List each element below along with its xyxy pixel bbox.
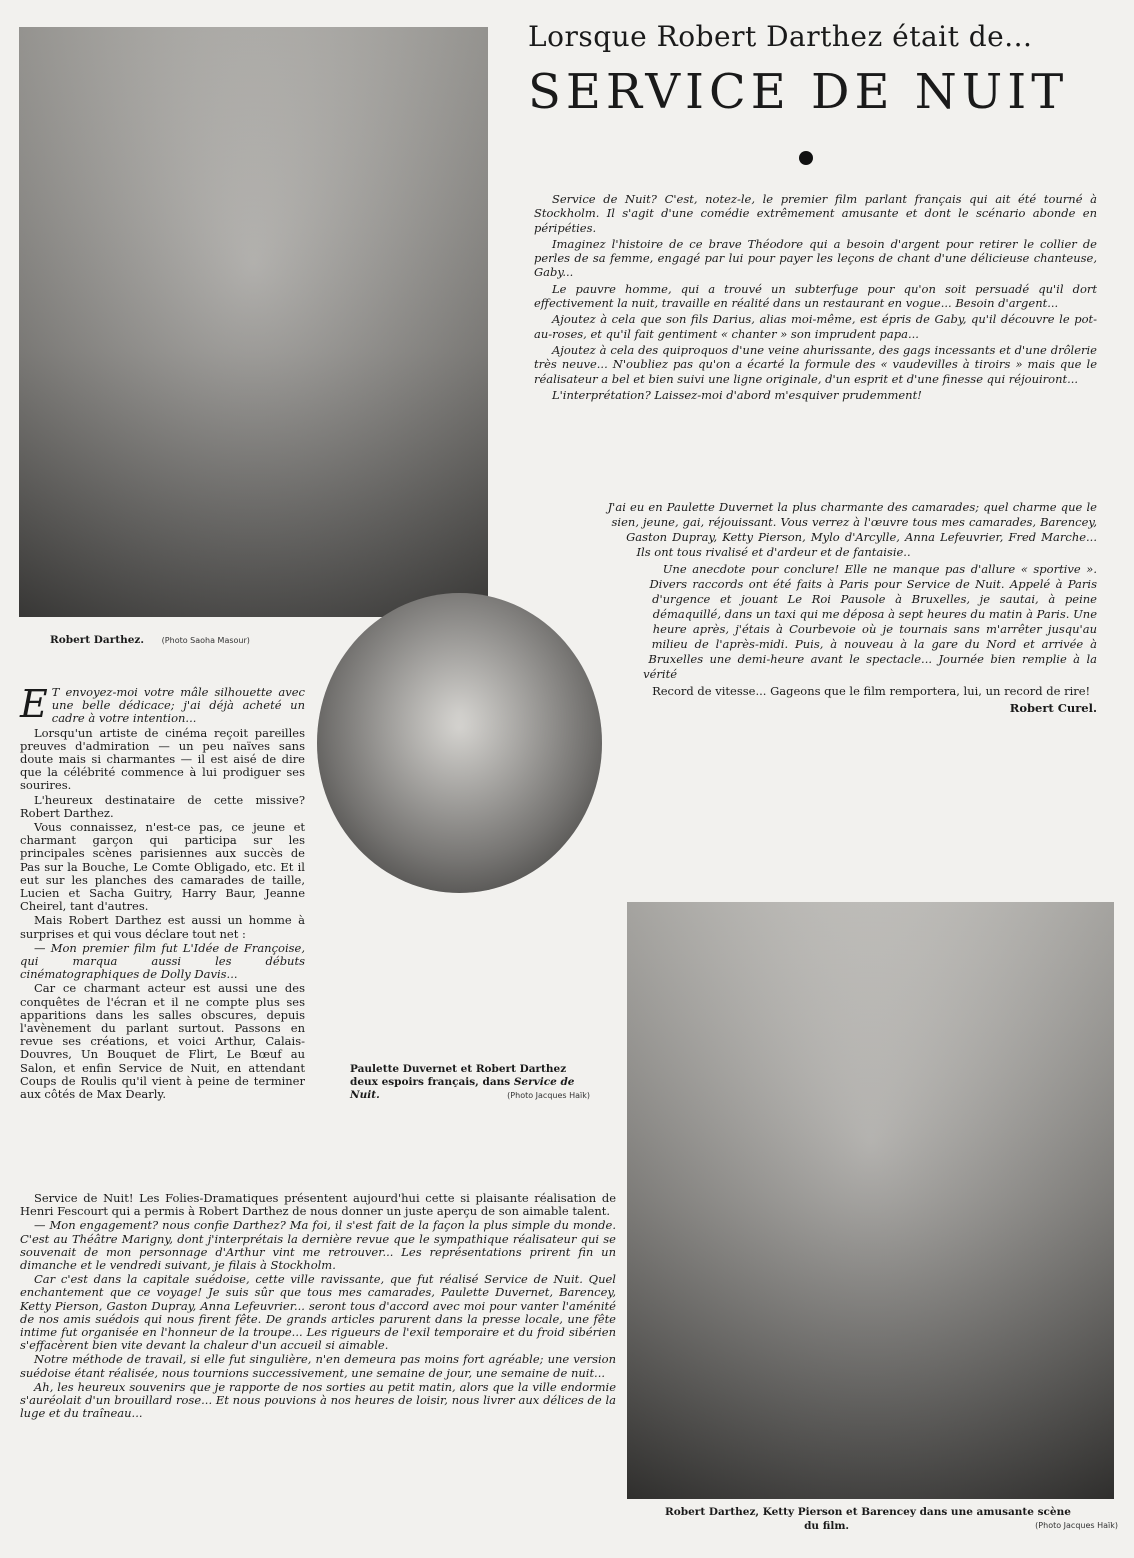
left-paragraph: Vous connaissez, n'est-ce pas, ce jeune et charmant garçon qui participa sur les principales scènes parisiennes aux succès de Pas sur la Bouche, Le Comte Obligado, etc. Et il eut sur les planches des camarades de taille, Lucien et Sacha Guitry, Harry Baur, Jeanne Cheirel, tant d'autres. bbox=[20, 820, 305, 914]
scene-photo-group bbox=[627, 902, 1114, 1499]
left-column-lower bbox=[20, 1192, 616, 1421]
right-paragraph: L'interprétation? Laissez-moi d'abord m'esquiver prudemment! bbox=[552, 387, 922, 402]
portrait-caption-name: Robert Darthez. bbox=[50, 634, 145, 646]
bullet-dot bbox=[799, 151, 813, 165]
right-paragraph: Ajoutez à cela des quiproquos d'une veine ahurissante, des gags incessants et d'une drôlerie très neuve... N'oubliez pas qu'on a écarté la formule des « vaudevilles à tiroirs » mais que le réalisateur a bel et bien suivi une ligne originale, d'un esprit et d'une finesse qui réjouiront... bbox=[534, 342, 1097, 386]
signature: Robert Curel. bbox=[1009, 701, 1097, 715]
right-paragraph: Ajoutez à cela que son fils Darius, alias moi-même, est épris de Gaby, qu'il découvre le pot-au-roses, et qu'il fait gentiment « chanter » son imprudent papa... bbox=[534, 312, 1097, 341]
left-paragraph: L'heureux destinataire de cette missive? Robert Darthez. bbox=[20, 792, 305, 820]
scene2-caption-text: du film. bbox=[804, 1520, 850, 1532]
left-paragraph: Lorsqu'un artiste de cinéma reçoit pareilles preuves d'admiration — un peu naïves sans doute mais si charmantes — il est aisé de dire que la célébrité commence à lui prodiguer ses sourires. bbox=[20, 725, 305, 793]
scene1-caption-credit: (Photo Jacques Haïk) bbox=[507, 1091, 590, 1100]
scene2-caption-text: Robert Darthez, Ketty Pierson et Barencey dans une amusante scène bbox=[665, 1506, 1071, 1518]
right-paragraph: J'ai eu en Paulette Duvernet la plus charmante des camarades; quel charme que le sien, jeune, gai, réjouissant. Vous verrez à l'œuvre tous mes camarades, Barencey, Gaston Dupray, Ketty Pierson, Mylo d'Arcylle, Anna Lefeuvrier, Fred Marche... Ils ont tous rivalisé et d'ardeur et de fantaisie.. bbox=[607, 500, 1097, 559]
scene1-caption-title: Service de Nuit. bbox=[350, 1076, 575, 1101]
scene2-caption-credit: (Photo Jacques Haïk) bbox=[1035, 1521, 1118, 1530]
portrait-caption-credit: (Photo Saoha Masour) bbox=[161, 636, 250, 645]
left-paragraph: — Mon premier film fut L'Idée de Françoise, qui marqua aussi les débuts cinématographiques de Dolly Davis... bbox=[20, 940, 305, 982]
drop-cap: E bbox=[20, 682, 48, 726]
left-paragraph: Ah, les heureux souvenirs que je rapporte de nos sorties au petit matin, alors que la ville endormie s'auréolait d'un brouillard rose... Et nous pouvions à nos heures de loisir, nous livrer aux délices de la luge et du traîneau... bbox=[20, 1379, 616, 1421]
left-paragraph: Notre méthode de travail, si elle fut singulière, n'en demeura pas moins fort agréable; une version suédoise étant réalisée, nous tournions successivement, une semaine de jour, une semaine de nuit... bbox=[20, 1352, 616, 1380]
scene1-caption-text: Paulette Duvernet et Robert Darthez bbox=[350, 1063, 567, 1075]
left-paragraph: Car c'est dans la capitale suédoise, cette ville ravissante, que fut réalisé Service de Nuit. Quel enchantement que ce voyage! Je suis sûr que tous mes camarades, Paulette Duvernet, Barencey, Ketty Pierson, Gaston Dupray, Anna Lefeuvrier... seront tous d'accord avec moi pour vanter l'aménité de nos amis suédois qui nous firent fête. De grands articles parurent dans la presse locale, une fête intime fut organisée en l'honneur de la troupe... Les rigueurs de l'exil temporaire et du froid sibérien s'effacèrent bien vite devant la chaleur d'un accueil si aimable. bbox=[20, 1272, 616, 1353]
right-paragraph: Une anecdote pour conclure! Elle ne manque pas d'allure « sportive ». Divers raccords ont été faits à Paris pour Service de Nuit. Appelé à Paris d'urgence et jouant Le Roi Pausole à Bruxelles, je sautai, à peine démaquillé, dans un taxi qui me déposa à sept heures du matin à Paris. Une heure après, j'étais à Courbevoie où je tournais sans m'arrêter jusqu'au milieu de l'après-midi. Puis, à nouveau à la gare du Nord et arrivée à Bruxelles une demi-heure avant le spectacle... Journée bien remplie à la vérité bbox=[643, 562, 1097, 681]
left-paragraph: Mais Robert Darthez est aussi un homme à surprises et qui vous déclare tout net : bbox=[20, 913, 305, 941]
left-paragraph: — Mon engagement? nous confie Darthez? Ma foi, il s'est fait de la façon la plus simple du monde. C'est au Théâtre Marigny, dont j'interprétais la dernière revue que le sympathique réalisateur qui se souvenait de mon personnage d'Arthur vint me retrouver... Les représentations prirent fin un dimanche et le vendredi suivant, je filais à Stockholm. bbox=[20, 1218, 616, 1273]
right-paragraph: Record de vitesse... Gageons que le film remportera, lui, un record de rire! bbox=[652, 684, 1091, 698]
right-paragraph: Service de Nuit? C'est, notez-le, le premier film parlant français qui ait été tourné à Stockholm. Il s'agit d'une comédie extrêmement amusante et dont le scénario abonde en péripéties. bbox=[534, 192, 1097, 235]
right-paragraph: Imaginez l'histoire de ce brave Théodore qui a besoin d'argent pour retirer le collier de perles de sa femme, engagé par lui pour payer les leçons de chant d'une délicieuse chanteuse, Gaby... bbox=[534, 236, 1097, 280]
left-column-upper bbox=[20, 682, 305, 1102]
scene2-caption bbox=[618, 1505, 1118, 1533]
right-column-mid bbox=[534, 500, 1097, 716]
portrait-photo bbox=[19, 27, 488, 617]
left-paragraph: Car ce charmant acteur est aussi une des conquêtes de l'écran et il ne compte plus ses apparitions dans les salles obscures, depuis l'avènement du parlant surtout. Passons en revue ses créations, et voici Arthur, Calais-Douvres, Un Bouquet de Flirt, Le Bœuf au Salon, et enfin Service de Nuit, en attendant Coups de Roulis qu'il vient à peine de terminer aux côtés de Max Dearly. bbox=[20, 981, 305, 1102]
left-paragraph: T envoyez-moi votre mâle silhouette avec une belle dédicace; j'ai déjà acheté un cadre à votre intention... bbox=[51, 685, 305, 726]
headline-line1: Lorsque Robert Darthez était de... bbox=[528, 20, 1033, 53]
scene1-caption-text: deux espoirs français, dans bbox=[350, 1076, 511, 1088]
left-paragraph: Service de Nuit! Les Folies-Dramatiques présentent aujourd'hui cette si plaisante réalisation de Henri Fescourt qui a permis à Robert Darthez de nous donner un juste aperçu de son aimable talent. bbox=[20, 1191, 616, 1219]
right-paragraph: Le pauvre homme, qui a trouvé un subterfuge pour qu'on soit persuadé qu'il dort effectivement la nuit, travaille en réalité dans un restaurant en vogue... Besoin d'argent... bbox=[534, 281, 1097, 311]
right-column-upper bbox=[534, 192, 1097, 404]
scene1-caption bbox=[350, 1063, 590, 1102]
portrait-caption bbox=[50, 634, 250, 646]
headline-line2: SERVICE DE NUIT bbox=[528, 64, 1069, 120]
